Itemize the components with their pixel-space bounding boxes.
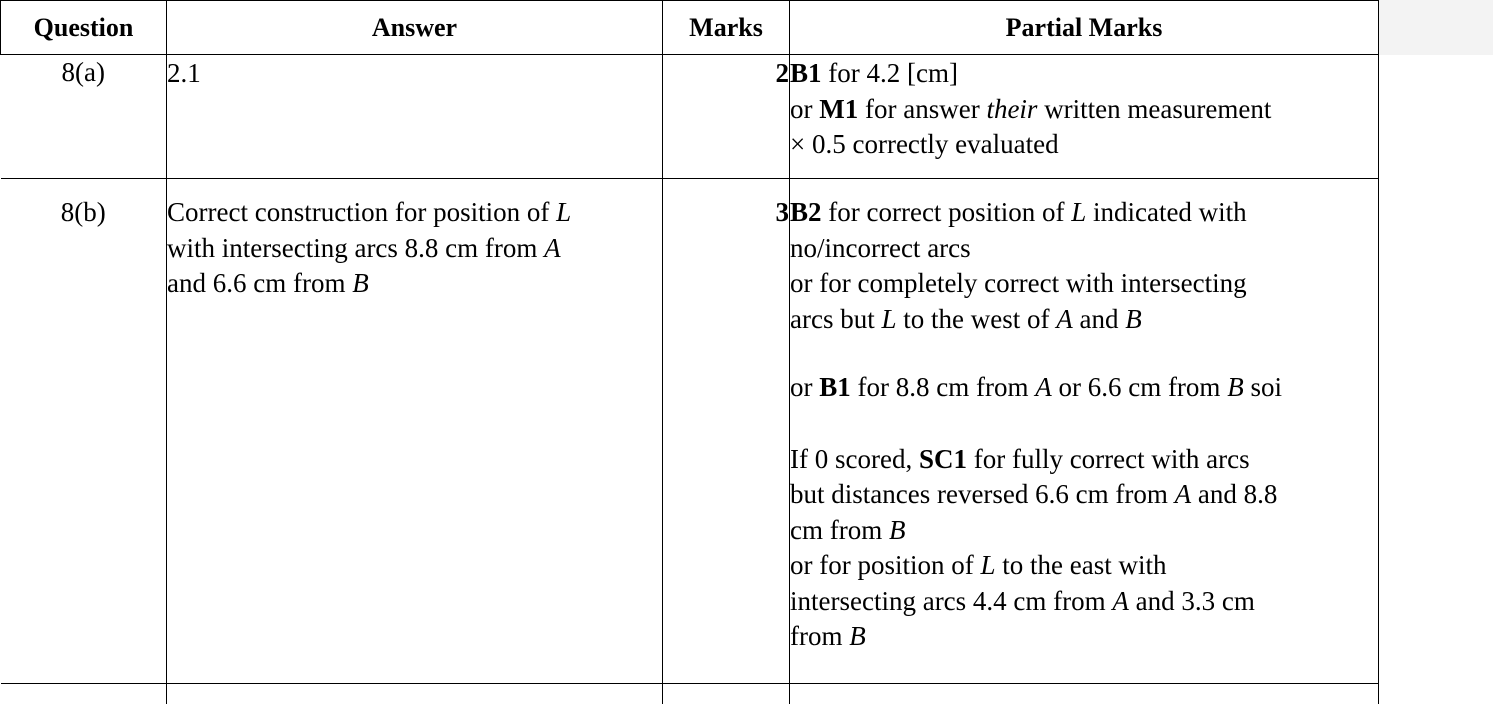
answer-cell	[167, 684, 663, 704]
partial-marks-cell: B1 for 4.2 [cm] or M1 for answer their written measurement × 0.5 correctly evaluated	[790, 55, 1379, 179]
table-row	[1, 55, 1379, 179]
marks-cell	[663, 684, 790, 704]
header-row	[1, 1, 1379, 55]
answer-cell: 2.1	[167, 55, 663, 179]
table-row	[1, 179, 1379, 684]
header-answer: Answer	[167, 1, 663, 55]
header-marks: Marks	[663, 1, 790, 55]
question-cell: 8(b)	[1, 179, 167, 684]
answer-cell: Correct construction for position of L with intersecting arcs 8.8 cm from A and 6.6 cm from B	[167, 179, 663, 684]
marks-cell: 3	[663, 179, 790, 684]
table-row	[1, 684, 1379, 704]
partial-marks-cell	[790, 684, 1379, 704]
page-margin-area	[1378, 0, 1493, 55]
header-question: Question	[1, 1, 167, 55]
marks-cell: 2	[663, 55, 790, 179]
question-cell: 8(a)	[1, 55, 167, 179]
header-partial-marks: Partial Marks	[790, 1, 1379, 55]
partial-marks-cell: B2 for correct position of L indicated with no/incorrect arcs or for completely correct with intersecting arcs but L to the west of A and B or B1 for 8.8 cm from A or 6.6 cm from B soi If 0 scored, SC1 for fully correct with arcs but distances reversed 6.6 cm from A and 8.8 cm from B or for position of L to the east with intersecting arcs 4.4 cm from A and 3.3 cm from B	[790, 179, 1379, 684]
question-cell	[1, 684, 167, 704]
